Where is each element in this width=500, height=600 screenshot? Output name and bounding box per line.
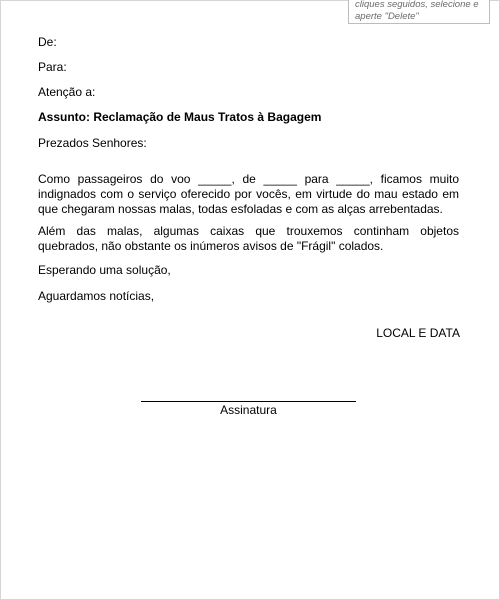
place-and-date: LOCAL E DATA [376,326,460,340]
tooltip-line-2: aperte "Delete" [355,11,419,22]
closing-waiting: Esperando uma solução, [38,263,171,277]
paragraph-broken-items: Além das malas, algumas caixas que trouxemos continham objetos quebrados, não obstante os inúmeros avisos de "Frágil" colados. [38,224,459,253]
signature-line [141,401,356,402]
instruction-tooltip [348,0,490,24]
attention-field: Atenção a: [38,85,96,99]
to-field: Para: [38,60,67,74]
paragraph-complaint: Como passageiros do voo _____, de _____ para _____, ficamos muito indignados com o serviço oferecido por vocês, em virtude do mau estado em que chegaram nossas malas, todas esfoladas e com as alças arrebentadas. [38,172,459,216]
signature-label: Assinatura [220,403,277,417]
salutation: Prezados Senhores: [38,136,147,150]
tooltip-line-1: cliques seguidos, selecione e [355,0,479,10]
closing-awaiting: Aguardamos notícias, [38,289,155,303]
from-field: De: [38,35,57,49]
subject-line: Assunto: Reclamação de Maus Tratos à Bagagem [38,110,322,124]
